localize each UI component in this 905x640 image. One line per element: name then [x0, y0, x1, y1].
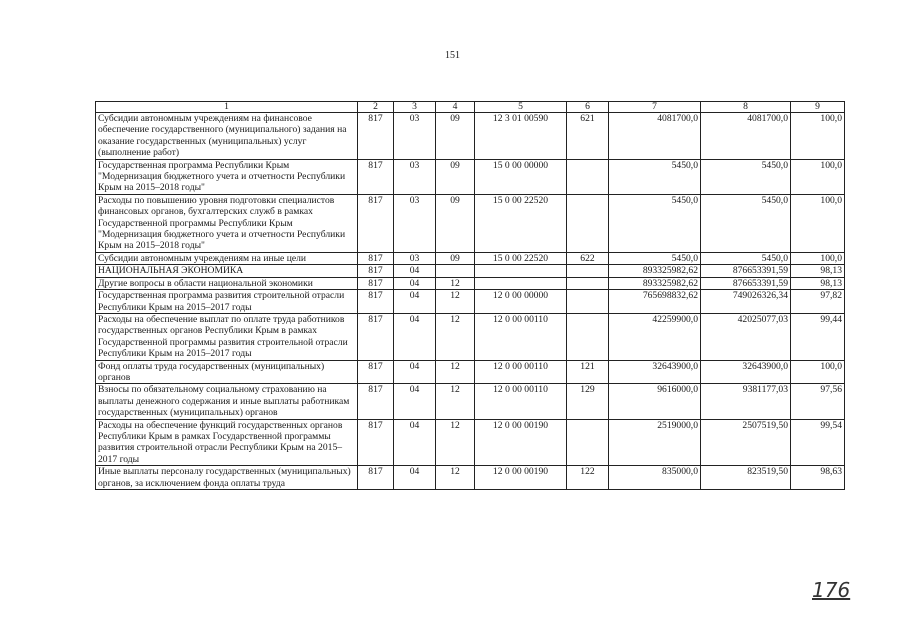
cell-section: 03 [394, 252, 436, 264]
cell-target-item: 12 0 00 00110 [475, 360, 567, 384]
cell-percent: 99,54 [791, 419, 845, 466]
cell-name: Иные выплаты персоналу государственных (муниципальных) органов, за исключением фонда оплаты труда [96, 466, 358, 490]
cell-name: Взносы по обязательному социальному страхованию на выплаты денежного содержания и иные выплаты работникам государственных (муниципальных) органов [96, 384, 358, 419]
cell-percent: 100,0 [791, 113, 845, 160]
cell-executed: 749026326,34 [701, 290, 791, 314]
table-row [96, 466, 845, 490]
column-header: 2 [358, 102, 394, 113]
cell-subsection: 09 [436, 194, 475, 252]
cell-subsection: 09 [436, 159, 475, 194]
cell-executed: 9381177,03 [701, 384, 791, 419]
cell-ministry: 817 [358, 113, 394, 160]
table-header-row [96, 102, 845, 113]
cell-subsection: 12 [436, 313, 475, 360]
cell-subsection [436, 265, 475, 277]
cell-target-item: 12 0 00 00110 [475, 384, 567, 419]
cell-planned: 4081700,0 [609, 113, 701, 160]
cell-name: Государственная программа Республики Крым "Модернизация бюджетного учета и отчетности Республики Крым на 2015–2018 годы" [96, 159, 358, 194]
cell-executed: 5450,0 [701, 194, 791, 252]
cell-expense-type [567, 290, 609, 314]
cell-expense-type: 621 [567, 113, 609, 160]
column-header: 8 [701, 102, 791, 113]
cell-section: 03 [394, 159, 436, 194]
cell-ministry: 817 [358, 194, 394, 252]
cell-section: 03 [394, 113, 436, 160]
cell-percent: 100,0 [791, 194, 845, 252]
table-row [96, 159, 845, 194]
cell-section: 04 [394, 277, 436, 289]
cell-ministry: 817 [358, 265, 394, 277]
cell-expense-type: 622 [567, 252, 609, 264]
column-header: 4 [436, 102, 475, 113]
cell-executed: 5450,0 [701, 252, 791, 264]
cell-expense-type: 121 [567, 360, 609, 384]
cell-planned: 5450,0 [609, 159, 701, 194]
cell-ministry: 817 [358, 290, 394, 314]
cell-ministry: 817 [358, 159, 394, 194]
cell-target-item: 12 0 00 00190 [475, 419, 567, 466]
cell-name: НАЦИОНАЛЬНАЯ ЭКОНОМИКА [96, 265, 358, 277]
table-row [96, 265, 845, 277]
column-header: 7 [609, 102, 701, 113]
cell-target-item: 15 0 00 00000 [475, 159, 567, 194]
cell-subsection: 09 [436, 113, 475, 160]
cell-planned: 32643900,0 [609, 360, 701, 384]
table-row [96, 277, 845, 289]
cell-percent: 97,56 [791, 384, 845, 419]
page-number: 151 [445, 50, 460, 61]
cell-name: Расходы на обеспечение функций государственных органов Республики Крым в рамках Государственной программы развития строительной отрасли Республики Крым на 2015–2017 годы [96, 419, 358, 466]
cell-section: 04 [394, 313, 436, 360]
cell-ministry: 817 [358, 419, 394, 466]
cell-executed: 32643900,0 [701, 360, 791, 384]
cell-subsection: 09 [436, 252, 475, 264]
cell-percent: 100,0 [791, 360, 845, 384]
cell-expense-type [567, 159, 609, 194]
cell-expense-type [567, 313, 609, 360]
cell-name: Расходы на обеспечение выплат по оплате труда работников государственных органов Республики Крым в рамках Государственной программы развития строительной отрасли Республики Крым на 2015–2017 годы [96, 313, 358, 360]
cell-percent: 100,0 [791, 252, 845, 264]
cell-subsection: 12 [436, 277, 475, 289]
cell-name: Субсидии автономным учреждениям на финансовое обеспечение государственного (муниципального) задания на оказание государственных (муниципальных) услуг (выполнение работ) [96, 113, 358, 160]
cell-section: 04 [394, 419, 436, 466]
cell-section: 03 [394, 194, 436, 252]
cell-target-item: 15 0 00 22520 [475, 194, 567, 252]
cell-ministry: 817 [358, 313, 394, 360]
cell-percent: 98,63 [791, 466, 845, 490]
cell-target-item: 15 0 00 22520 [475, 252, 567, 264]
cell-planned: 765698832,62 [609, 290, 701, 314]
cell-name: Расходы по повышению уровня подготовки специалистов финансовых органов, бухгалтерских служб в рамках Государственной программы Республики Крым "Модернизация бюджетного учета и отчетности Республики Крым на 2015–2018 годы" [96, 194, 358, 252]
cell-percent: 98,13 [791, 277, 845, 289]
table-row [96, 360, 845, 384]
cell-section: 04 [394, 360, 436, 384]
column-header: 6 [567, 102, 609, 113]
cell-subsection: 12 [436, 466, 475, 490]
cell-planned: 9616000,0 [609, 384, 701, 419]
cell-planned: 2519000,0 [609, 419, 701, 466]
cell-expense-type: 122 [567, 466, 609, 490]
cell-expense-type [567, 419, 609, 466]
table-row [96, 290, 845, 314]
cell-planned: 835000,0 [609, 466, 701, 490]
cell-executed: 2507519,50 [701, 419, 791, 466]
cell-executed: 5450,0 [701, 159, 791, 194]
table-row [96, 419, 845, 466]
cell-percent: 98,13 [791, 265, 845, 277]
cell-ministry: 817 [358, 360, 394, 384]
cell-section: 04 [394, 384, 436, 419]
column-header: 9 [791, 102, 845, 113]
cell-ministry: 817 [358, 384, 394, 419]
cell-executed: 876653391,59 [701, 277, 791, 289]
cell-ministry: 817 [358, 466, 394, 490]
cell-ministry: 817 [358, 277, 394, 289]
cell-subsection: 12 [436, 419, 475, 466]
cell-target-item: 12 3 01 00590 [475, 113, 567, 160]
table-row [96, 384, 845, 419]
budget-table [95, 101, 845, 490]
cell-section: 04 [394, 290, 436, 314]
cell-expense-type: 129 [567, 384, 609, 419]
cell-percent: 100,0 [791, 159, 845, 194]
column-header: 5 [475, 102, 567, 113]
cell-planned: 5450,0 [609, 194, 701, 252]
cell-percent: 99,44 [791, 313, 845, 360]
cell-subsection: 12 [436, 360, 475, 384]
cell-expense-type [567, 194, 609, 252]
table-row [96, 252, 845, 264]
cell-planned: 42259900,0 [609, 313, 701, 360]
cell-executed: 42025077,03 [701, 313, 791, 360]
cell-expense-type [567, 277, 609, 289]
table-row [96, 313, 845, 360]
cell-target-item: 12 0 00 00000 [475, 290, 567, 314]
column-header: 3 [394, 102, 436, 113]
cell-executed: 876653391,59 [701, 265, 791, 277]
table-row [96, 194, 845, 252]
cell-planned: 893325982,62 [609, 265, 701, 277]
cell-ministry: 817 [358, 252, 394, 264]
cell-subsection: 12 [436, 290, 475, 314]
cell-planned: 893325982,62 [609, 277, 701, 289]
cell-section: 04 [394, 466, 436, 490]
cell-name: Фонд оплаты труда государственных (муниципальных) органов [96, 360, 358, 384]
handwritten-page-mark: 176 [812, 578, 851, 602]
cell-target-item: 12 0 00 00190 [475, 466, 567, 490]
cell-target-item [475, 265, 567, 277]
cell-name: Субсидии автономным учреждениям на иные цели [96, 252, 358, 264]
cell-target-item: 12 0 00 00110 [475, 313, 567, 360]
cell-section: 04 [394, 265, 436, 277]
cell-executed: 4081700,0 [701, 113, 791, 160]
cell-expense-type [567, 265, 609, 277]
cell-target-item [475, 277, 567, 289]
cell-percent: 97,82 [791, 290, 845, 314]
cell-executed: 823519,50 [701, 466, 791, 490]
cell-subsection: 12 [436, 384, 475, 419]
cell-name: Государственная программа развития строительной отрасли Республики Крым на 2015–2017 годы [96, 290, 358, 314]
column-header: 1 [96, 102, 358, 113]
cell-name: Другие вопросы в области национальной экономики [96, 277, 358, 289]
table-row [96, 113, 845, 160]
cell-planned: 5450,0 [609, 252, 701, 264]
